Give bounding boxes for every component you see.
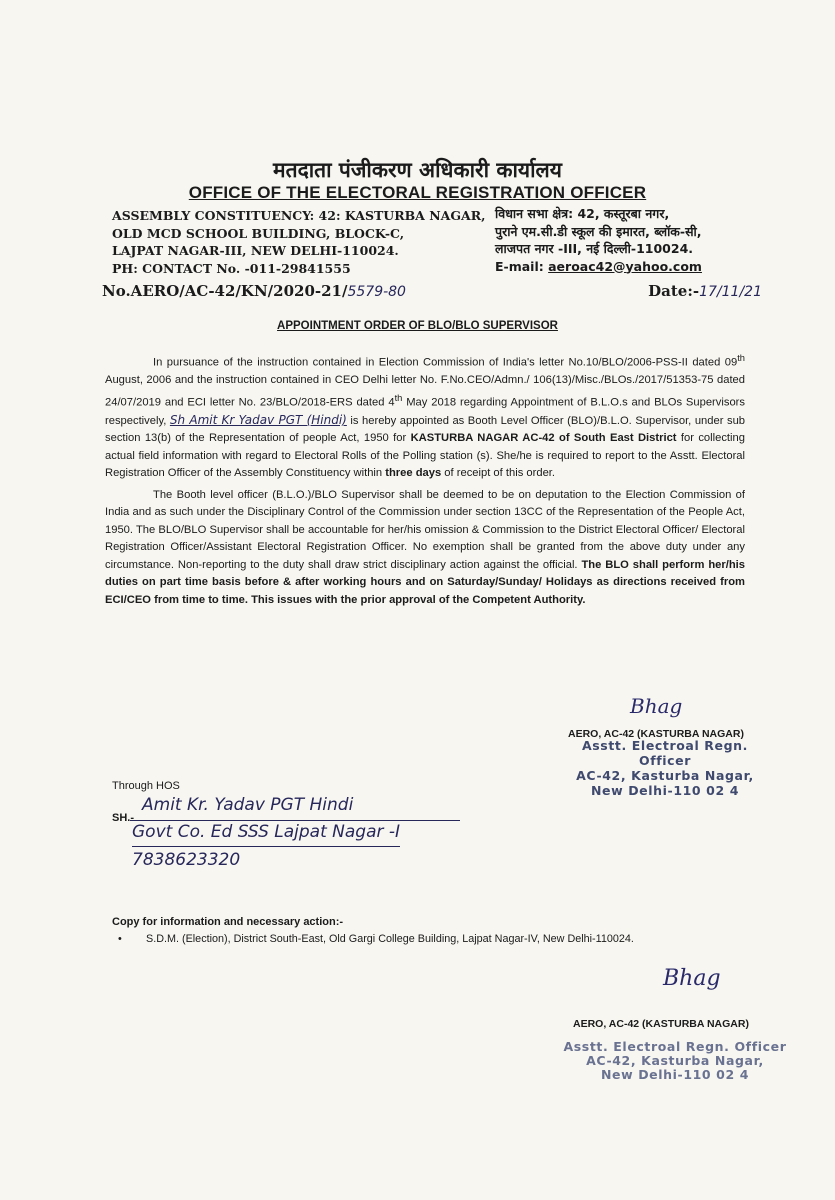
- through-hos: Through HOS: [112, 780, 180, 792]
- address-hindi: [495, 205, 702, 275]
- date-label: Date:-: [648, 282, 700, 300]
- address-line: LAJPAT NAGAR-III, NEW DELHI-110024.: [112, 243, 399, 258]
- copy-recipient: S.D.M. (Election), District South-East, Old Gargi College Building, Lajpat Nagar-IV, New Delhi-110024.: [146, 933, 634, 945]
- address-line: ASSEMBLY CONSTITUENCY: 42: KASTURBA NAGAR,: [112, 208, 486, 223]
- text-run: of receipt of this order.: [441, 467, 556, 480]
- paragraph-2: [105, 487, 745, 610]
- address-line: पुराने एम.सी.डी स्कूल की इमारत, ब्लॉक-सी,: [495, 223, 702, 239]
- contact-line: PH: CONTACT No. -011-29841555: [112, 260, 351, 276]
- stamp-line: New Delhi-110 02 4: [590, 783, 740, 798]
- copy-heading: Copy for information and necessary action:-: [112, 916, 344, 928]
- email-address: aeroac42@yahoo.com: [548, 258, 702, 274]
- email-label: E-mail:: [495, 258, 544, 274]
- office-title-english: OFFICE OF THE ELECTORAL REGISTRATION OFFICER: [188, 183, 647, 202]
- reference-number-handwritten: 5579-80: [347, 284, 406, 300]
- stamp-line: Asstt. Electroal Regn. Officer: [563, 1039, 787, 1054]
- officer-stamp-2: [560, 1040, 790, 1082]
- stamp-line: AC-42, Kasturba Nagar,: [586, 1053, 764, 1068]
- address-line: विधान सभा क्षेत्र: 42, कस्तूरबा नगर,: [495, 206, 670, 221]
- bullet-icon: •: [118, 933, 122, 945]
- recipient-name: Amit Kr. Yadav PGT Hindi: [142, 795, 354, 815]
- signature-1: Bhag: [630, 694, 683, 718]
- copy-list-item: [118, 933, 634, 945]
- reference-number-label: No.AERO/AC-42/KN/2020-21/: [102, 282, 348, 300]
- order-heading: APPOINTMENT ORDER OF BLO/BLO SUPERVISOR: [277, 320, 558, 332]
- text-run: August, 2006 and the instruction contained in CEO Delhi letter No. F.No.CEO/Admn./ 106(13)/Misc./BLOs./2017/51353-75 dated 24/07/2019 and ECI letter No. 23/BLO/2018-ERS dated 4: [105, 374, 745, 409]
- order-body: [105, 350, 745, 613]
- recipient-handwritten: [132, 792, 400, 874]
- superscript: th: [394, 392, 403, 403]
- reference-line: [102, 282, 762, 300]
- date-field: [648, 282, 762, 300]
- text-run: for collecting actual field information with regard to Electoral Rolls of the Polling station (s). She/he is required to report to the Asstt. Electoral Registration Officer of the Assembly Constituency within: [105, 432, 745, 480]
- officer-stamp-1: [555, 738, 775, 798]
- stamp-line: Asstt. Electroal Regn. Officer: [581, 738, 748, 768]
- duty-terms-bold: The BLO shall perform her/his duties on part time basis before & after working hours and on Saturday/Sunday/ Holidays as directions received from ECI/CEO from time to time. This issues with the prior approval of the Competent Authority.: [105, 558, 746, 606]
- recipient-school: Govt Co. Ed SSS Lajpat Nagar -I: [132, 819, 400, 847]
- text-run: May 2018 regarding Appointment of B.L.O.s and BLOs Supervisors respectively,: [105, 396, 746, 427]
- signatory-label-1: AERO, AC-42 (KASTURBA NAGAR): [568, 728, 744, 740]
- address-line: OLD MCD SCHOOL BUILDING, BLOCK-C,: [112, 225, 405, 241]
- paragraph-1: [105, 350, 745, 483]
- signature-2: Bhag: [663, 966, 721, 991]
- text-run: The Booth level officer (B.L.O.)/BLO Supervisor shall be deemed to be on deputation to the Election Commission of India and as such under the Disciplinary Control of the Commission under section 13CC of the Representation of the People Act, 1950. The BLO/BLO Supervisor shall be accountable for her/his omission & Commission to the District Electoral Officer/ Electoral Registration Officer/Assistant Electoral Registration Officer. No exemption shall be granted from the above duty under any circumstance. Non-reporting to the duty shall draw strict disciplinary action against the official.: [105, 488, 745, 571]
- address-english: [112, 207, 485, 277]
- constituency-bold: KASTURBA NAGAR AC-42 of South East District: [410, 432, 677, 445]
- date-handwritten: 17/11/21: [699, 284, 762, 300]
- recipient-phone: 7838623320: [132, 850, 241, 870]
- stamp-line: AC-42, Kasturba Nagar,: [576, 768, 754, 783]
- email-line: [495, 258, 702, 276]
- text-run: is hereby appointed as Booth Level Officer (BLO)/B.L.O. Supervisor, under sub section 13(b) of the Representation of people Act, 1950 for: [105, 414, 746, 445]
- deadline-bold: three days: [385, 467, 442, 480]
- office-title-hindi: मतदाता पंजीकरण अधिकारी कार्यालय: [273, 158, 562, 182]
- signatory-label-2: AERO, AC-42 (KASTURBA NAGAR): [573, 1018, 749, 1030]
- stamp-line: New Delhi-110 02 4: [600, 1067, 750, 1082]
- text-run: In pursuance of the instruction contained in Election Commission of India's letter No.10/BLO/2006-PSS-II dated 09: [153, 356, 738, 369]
- address-line: लाजपत नगर -III, नई दिल्ली-110024.: [495, 241, 694, 256]
- superscript: th: [737, 353, 745, 363]
- appointee-name-handwritten: Sh Amit Kr Yadav PGT (Hindi): [169, 412, 347, 427]
- sh-label: SH.-: [112, 812, 134, 824]
